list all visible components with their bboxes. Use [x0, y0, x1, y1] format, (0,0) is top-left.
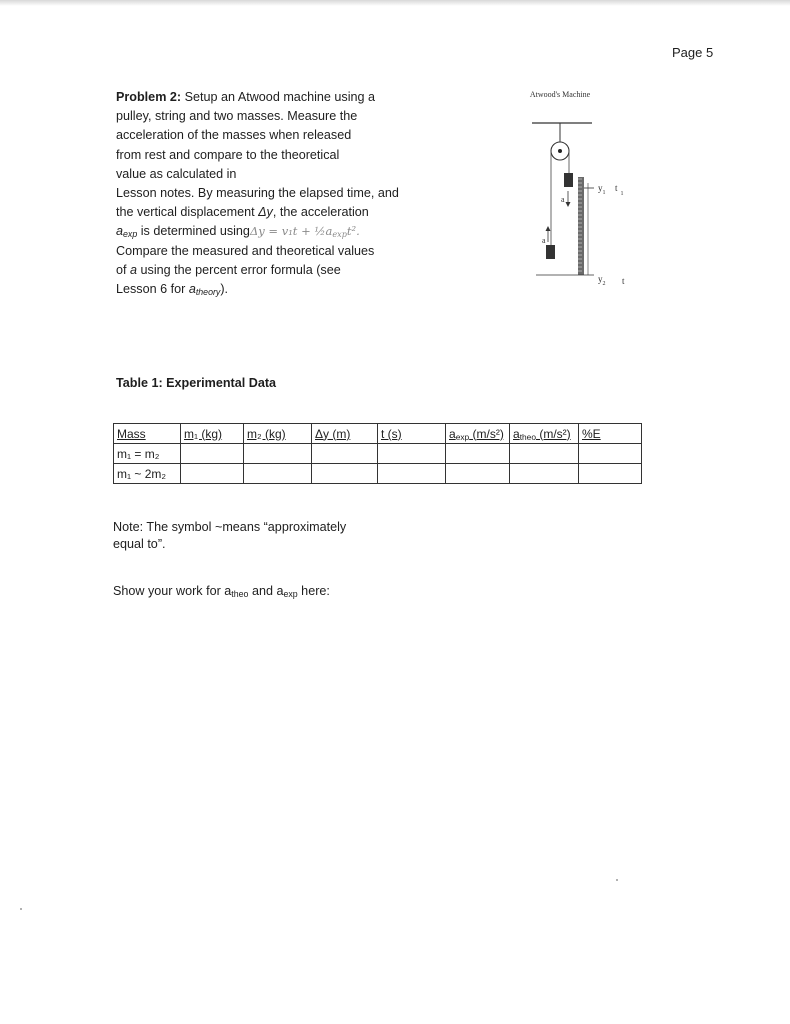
table-cell[interactable] [579, 444, 642, 464]
text: a [513, 426, 520, 441]
pulley-axle-icon [558, 149, 562, 153]
a-symbol: a [188, 282, 196, 297]
t2-label: t [622, 276, 625, 286]
problem-label: Problem 2: [116, 90, 182, 104]
t-symbol: t [615, 183, 618, 193]
delta-y-symbol: Δy [258, 205, 273, 220]
mass-m1-icon [564, 173, 573, 187]
a-symbol: a [130, 262, 138, 277]
formula-text: Δy = v₁t + ½a [249, 224, 333, 239]
table-cell[interactable] [510, 464, 579, 484]
a-symbol: a [116, 224, 124, 239]
row-label: m₁ = m₂ [114, 444, 181, 464]
header-a-theo [510, 424, 579, 444]
text: using the percent error formula (see [137, 262, 341, 277]
note-line: Note: The symbol ~means “approximately [113, 520, 347, 534]
scan-edge [0, 0, 790, 6]
header-m2: m₂ (kg) [244, 424, 312, 444]
text: , the acceleration [272, 205, 369, 220]
text: and a [248, 584, 284, 598]
note [113, 519, 383, 553]
problem-statement [116, 88, 416, 299]
formula-subscript: exp [332, 230, 347, 240]
header-delta-y: Δy (m) [312, 424, 378, 444]
header-time: t (s) [378, 424, 446, 444]
note-line: equal to”. [113, 537, 166, 551]
meter-stick [578, 177, 584, 275]
table-cell[interactable] [378, 464, 446, 484]
header-mass: Mass [114, 424, 181, 444]
text: is determined using [137, 224, 250, 239]
table-cell[interactable] [181, 464, 244, 484]
row-label: m₁ ~ 2m₂ [114, 464, 181, 484]
table-cell[interactable] [244, 464, 312, 484]
table-header-row [114, 424, 642, 444]
problem-line [116, 203, 416, 222]
arrow-up-head-icon [546, 226, 551, 231]
subscript: theory [195, 287, 221, 298]
problem-line: Lesson notes. By measuring the elapsed time, and [116, 186, 399, 201]
problem-line: acceleration of the masses when released [116, 128, 352, 143]
table-cell[interactable] [312, 464, 378, 484]
subscript: 2 [602, 281, 606, 287]
subscript: 1 [602, 190, 606, 196]
text: Lesson 6 for [116, 282, 189, 297]
table-title: Table 1: Experimental Data [116, 376, 277, 390]
scan-speck [616, 879, 618, 881]
kinematics-formula: $\Delta y = v_1t + \frac{1}{2}a_{exp}t^2$. [249, 224, 360, 240]
y-symbol: y [598, 183, 603, 193]
subscript: exp [123, 229, 138, 240]
diagram-title: Atwood's Machine [529, 90, 591, 99]
t1-label [615, 183, 624, 197]
table-cell[interactable] [244, 444, 312, 464]
text: (m/s²) [469, 426, 504, 441]
text: a [449, 426, 456, 441]
table-row [114, 464, 642, 484]
subscript: theo [231, 589, 249, 599]
problem-line: value as calculated in [116, 166, 237, 181]
accel-label: a [542, 236, 546, 245]
header-a-exp [446, 424, 510, 444]
text: of [116, 262, 131, 277]
problem-line: from rest and compare to the theoretical [116, 147, 340, 162]
problem-line: Compare the measured and theoretical values [116, 243, 375, 258]
problem-line [116, 261, 416, 280]
table-cell[interactable] [378, 444, 446, 464]
formula-text: t² [346, 224, 357, 239]
table-cell[interactable] [579, 464, 642, 484]
show-work-prompt [113, 584, 330, 598]
text: ). [220, 282, 229, 297]
problem-line [116, 222, 416, 241]
table-cell[interactable] [510, 444, 579, 464]
page-number: Page 5 [672, 45, 714, 60]
table-cell[interactable] [181, 444, 244, 464]
y-symbol: y [598, 274, 603, 284]
text: (m/s²) [536, 426, 571, 441]
mass-m2-icon [546, 245, 555, 259]
problem-line: pulley, string and two masses. Measure the [116, 109, 358, 124]
table-cell[interactable] [446, 464, 510, 484]
text: the vertical displacement [116, 205, 259, 220]
scan-speck [20, 908, 22, 910]
text: Show your work for a [113, 584, 232, 598]
subscript: exp [283, 589, 298, 599]
problem-line: Setup an Atwood machine using a [181, 90, 376, 104]
accel-label: a [561, 195, 565, 204]
header-percent-error: %E [579, 424, 642, 444]
problem-line [116, 280, 416, 299]
header-m1: m₁ (kg) [181, 424, 244, 444]
subscript: theo [519, 431, 536, 442]
table-cell[interactable] [446, 444, 510, 464]
experimental-data-table [113, 423, 642, 484]
y2-label [598, 274, 606, 287]
table-row [114, 444, 642, 464]
table-cell[interactable] [312, 444, 378, 464]
arrow-down-head-icon [566, 202, 571, 207]
subscript: exp [455, 431, 470, 442]
y1-label [598, 183, 606, 196]
subscript: 1 [620, 191, 624, 197]
text: here: [297, 584, 330, 598]
atwood-machine-diagram [510, 85, 670, 295]
